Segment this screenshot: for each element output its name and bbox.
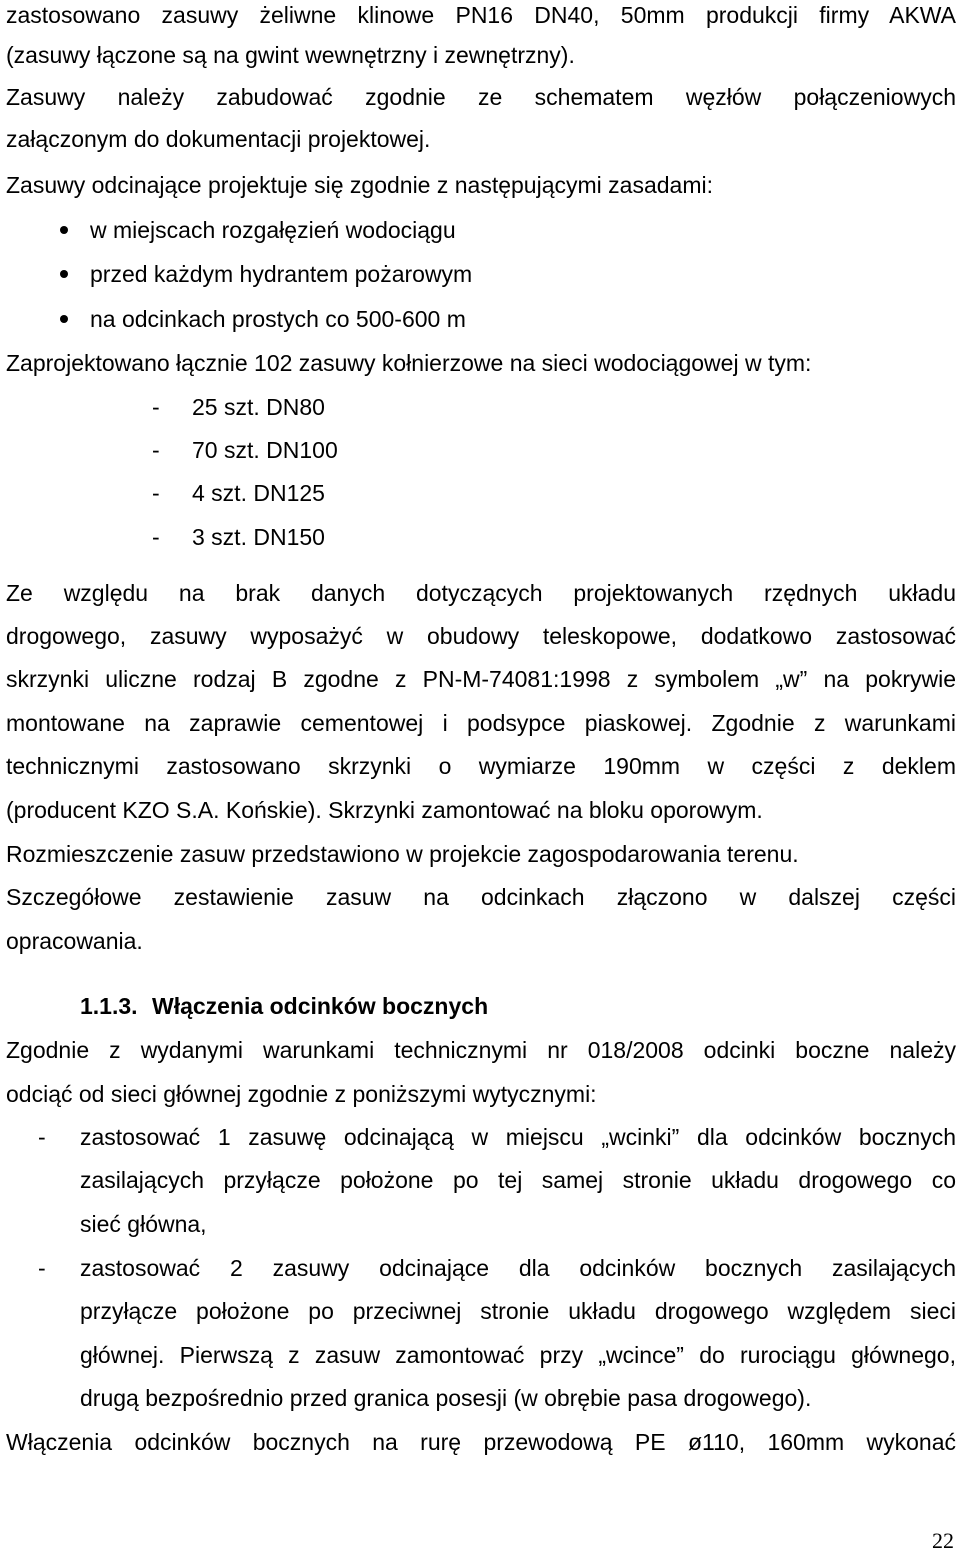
bullet-dot-icon	[60, 226, 68, 234]
paragraph-line: skrzynki uliczne rodzaj B zgodne z PN-M-74081:1998 z symbolem „w” na pokrywie	[6, 666, 956, 692]
paragraph-line: Włączenia odcinków bocznych na rurę przewodową PE ø110, 160mm wykonać	[6, 1429, 956, 1455]
paragraph-line: Zasuwy odcinające projektuje się zgodnie z następującymi zasadami:	[6, 172, 713, 198]
guideline-line: zasilających przyłącze położone po tej samej stronie układu drogowego co	[80, 1167, 956, 1193]
valves-intro: Zaprojektowano łącznie 102 zasuwy kołnierzowe na sieci wodociągowej w tym:	[6, 350, 812, 376]
guideline-line: zastosować 2 zasuwy odcinające dla odcinków bocznych zasilających	[80, 1255, 956, 1281]
bullet-dot-icon	[60, 270, 68, 278]
guideline-line: sieć główna,	[80, 1211, 207, 1237]
paragraph-line: opracowania.	[6, 928, 143, 954]
valves-list-item: 25 szt. DN80	[192, 394, 325, 420]
list-dash: -	[152, 394, 160, 420]
paragraph-line: (producent KZO S.A. Końskie). Skrzynki zamontować na bloku oporowym.	[6, 797, 763, 823]
paragraph-line: Szczegółowe zestawienie zasuw na odcinkach złączono w dalszej części	[6, 884, 956, 910]
guideline-line: przyłącze położone po przeciwnej stronie układu drogowego względem sieci	[80, 1298, 956, 1324]
bullet-item: w miejscach rozgałęzień wodociągu	[90, 217, 456, 243]
paragraph-line: Zgodnie z wydanymi warunkami technicznymi nr 018/2008 odcinki boczne należy	[6, 1037, 956, 1063]
paragraph-line: Rozmieszczenie zasuw przedstawiono w projekcie zagospodarowania terenu.	[6, 841, 799, 867]
list-dash: -	[38, 1255, 46, 1281]
bullet-item: przed każdym hydrantem pożarowym	[90, 261, 473, 287]
paragraph-line: drogowego, zasuwy wyposażyć w obudowy teleskopowe, dodatkowo zastosować	[6, 623, 956, 649]
bullet-dot-icon	[60, 315, 68, 323]
valves-list-item: 3 szt. DN150	[192, 524, 325, 550]
paragraph-line: załączonym do dokumentacji projektowej.	[6, 126, 431, 152]
bullet-item: na odcinkach prostych co 500-600 m	[90, 306, 466, 332]
paragraph-line: odciąć od sieci głównej zgodnie z poniższymi wytycznymi:	[6, 1081, 597, 1107]
section-title: Włączenia odcinków bocznych	[152, 993, 489, 1019]
paragraph-line: Zasuwy należy zabudować zgodnie ze schematem węzłów połączeniowych	[6, 84, 956, 110]
list-dash: -	[152, 437, 160, 463]
valves-list-item: 4 szt. DN125	[192, 480, 325, 506]
page-number: 22	[932, 1528, 954, 1553]
paragraph-line: technicznymi zastosowano skrzynki o wymiarze 190mm w części z deklem	[6, 753, 956, 779]
list-dash: -	[152, 524, 160, 550]
list-dash: -	[38, 1124, 46, 1150]
guideline-line: drugą bezpośrednio przed granica posesji (w obrębie pasa drogowego).	[80, 1385, 812, 1411]
paragraph-line: Ze względu na brak danych dotyczących projektowanych rzędnych układu	[6, 580, 956, 606]
paragraph-line: montowane na zaprawie cementowej i podsypce piaskowej. Zgodnie z warunkami	[6, 710, 956, 736]
list-dash: -	[152, 480, 160, 506]
paragraph-line: zastosowano zasuwy żeliwne klinowe PN16 DN40, 50mm produkcji firmy AKWA	[6, 2, 956, 28]
guideline-line: głównej. Pierwszą z zasuw zamontować przy „wcince” do rurociągu głównego,	[80, 1342, 956, 1368]
valves-list-item: 70 szt. DN100	[192, 437, 338, 463]
paragraph-line: (zasuwy łączone są na gwint wewnętrzny i zewnętrzny).	[6, 42, 575, 68]
guideline-line: zastosować 1 zasuwę odcinającą w miejscu „wcinki” dla odcinków bocznych	[80, 1124, 956, 1150]
section-number: 1.1.3.	[80, 993, 138, 1019]
